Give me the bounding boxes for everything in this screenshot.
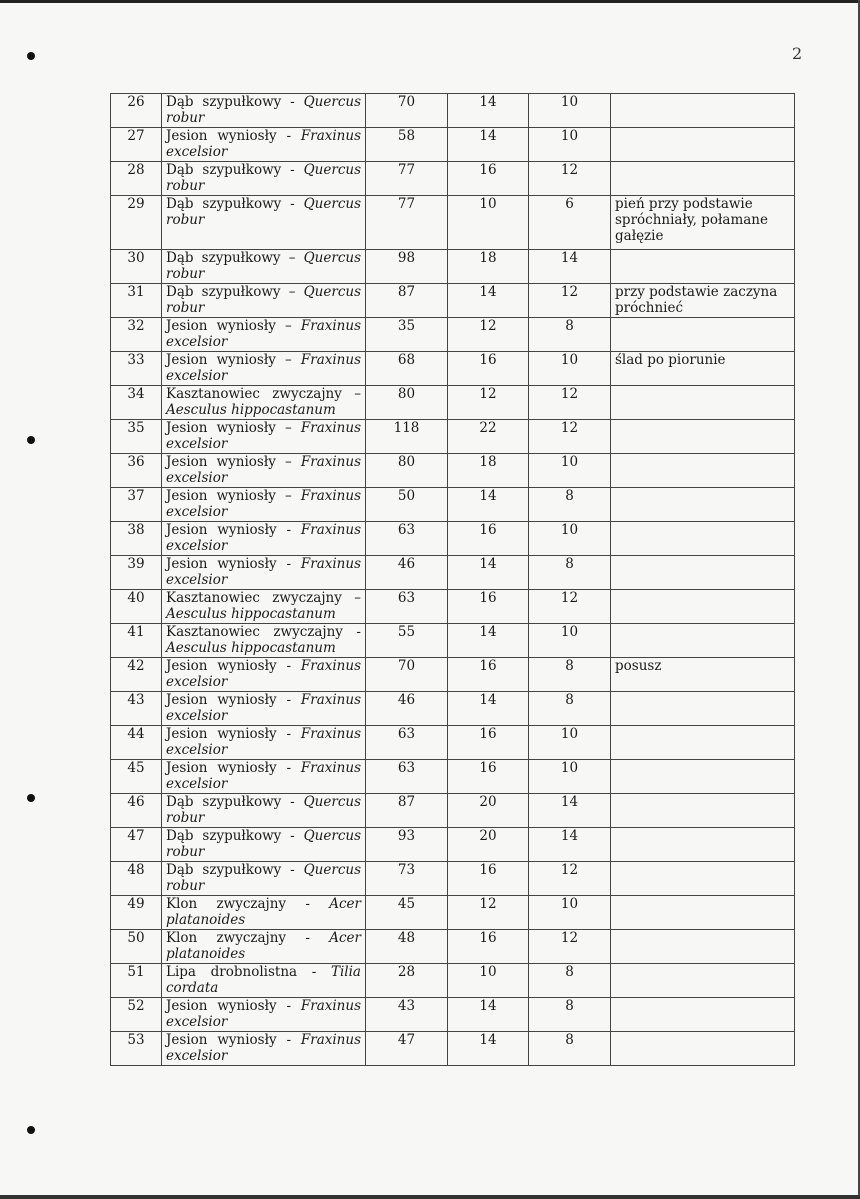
measurement-cell-3: 14 [529,828,611,862]
tree-number-cell: 51 [111,964,162,998]
measurement-cell-3: 8 [529,998,611,1032]
measurement-cell-3: 12 [529,590,611,624]
species-common-name: Jesion wyniosły – [166,454,292,470]
measurement-cell-2: 16 [448,590,529,624]
species-latin-name: Fraxinus excelsior [166,318,361,350]
species-common-name: Klon zwyczajny - [166,896,310,912]
measurement-cell-1: 43 [366,998,448,1032]
species-common-name: Jesion wyniosły - [166,522,292,538]
measurement-cell-2: 14 [448,692,529,726]
table-row [111,998,795,1032]
measurement-cell-1: 63 [366,590,448,624]
measurement-cell-2: 16 [448,930,529,964]
species-latin-name: Fraxinus excelsior [166,454,361,486]
species-cell [162,128,366,162]
measurement-cell-3: 10 [529,454,611,488]
species-common-name: Jesion wyniosły - [166,726,292,742]
remarks-cell [611,896,795,930]
measurement-cell-1: 28 [366,964,448,998]
punch-hole [27,1126,35,1134]
tree-inventory-table [110,93,795,1066]
species-latin-name: Fraxinus excelsior [166,420,361,452]
species-cell [162,420,366,454]
species-cell [162,828,366,862]
table-row [111,128,795,162]
tree-number-cell: 42 [111,658,162,692]
species-latin-name: Quercus robur [166,284,361,316]
species-cell [162,930,366,964]
measurement-cell-3: 10 [529,352,611,386]
species-common-name: Kasztanowiec zwyczajny – [166,386,361,402]
measurement-cell-1: 46 [366,692,448,726]
species-cell [162,624,366,658]
tree-number-cell: 27 [111,128,162,162]
species-cell [162,454,366,488]
species-common-name: Jesion wyniosły - [166,692,292,708]
table-row [111,522,795,556]
measurement-cell-2: 20 [448,828,529,862]
tree-number-cell: 35 [111,420,162,454]
species-cell [162,488,366,522]
measurement-cell-2: 10 [448,964,529,998]
measurement-cell-2: 14 [448,94,529,128]
measurement-cell-3: 8 [529,318,611,352]
remarks-cell [611,930,795,964]
measurement-cell-2: 16 [448,862,529,896]
measurement-cell-2: 10 [448,196,529,250]
measurement-cell-1: 68 [366,352,448,386]
table-row [111,930,795,964]
tree-number-cell: 45 [111,760,162,794]
measurement-cell-2: 16 [448,726,529,760]
measurement-cell-1: 77 [366,162,448,196]
measurement-cell-1: 63 [366,522,448,556]
species-common-name: Dąb szypułkowy – [166,250,296,266]
species-latin-name: Tilia cordata [166,964,361,996]
species-latin-name: Fraxinus excelsior [166,352,361,384]
measurement-cell-2: 18 [448,250,529,284]
measurement-cell-3: 6 [529,196,611,250]
measurement-cell-1: 98 [366,250,448,284]
tree-number-cell: 40 [111,590,162,624]
remarks-cell: pień przy podstawie spróchniały, połamane gałęzie [611,196,795,250]
tree-number-cell: 53 [111,1032,162,1066]
table-row [111,692,795,726]
measurement-cell-2: 14 [448,1032,529,1066]
table-row [111,862,795,896]
remarks-cell: ślad po piorunie [611,352,795,386]
remarks-cell [611,590,795,624]
species-cell [162,658,366,692]
measurement-cell-1: 77 [366,196,448,250]
table-row [111,590,795,624]
table-row [111,794,795,828]
species-latin-name: Fraxinus excelsior [166,760,361,792]
table-row [111,624,795,658]
table-row [111,352,795,386]
table-row [111,94,795,128]
measurement-cell-3: 10 [529,624,611,658]
remarks-cell [611,1032,795,1066]
measurement-cell-1: 70 [366,94,448,128]
measurement-cell-3: 12 [529,386,611,420]
measurement-cell-3: 14 [529,794,611,828]
measurement-cell-3: 8 [529,964,611,998]
species-latin-name: Fraxinus excelsior [166,658,361,690]
tree-number-cell: 39 [111,556,162,590]
species-latin-name: Fraxinus excelsior [166,522,361,554]
measurement-cell-2: 14 [448,284,529,318]
measurement-cell-2: 14 [448,556,529,590]
remarks-cell [611,556,795,590]
measurement-cell-2: 16 [448,760,529,794]
species-cell [162,352,366,386]
species-latin-name: Quercus robur [166,94,361,126]
punch-hole [27,794,35,802]
remarks-cell [611,522,795,556]
species-latin-name: Fraxinus excelsior [166,128,361,160]
measurement-cell-2: 18 [448,454,529,488]
remarks-cell [611,692,795,726]
measurement-cell-2: 16 [448,522,529,556]
species-latin-name: Quercus robur [166,862,361,894]
measurement-cell-3: 10 [529,760,611,794]
species-latin-name: Aesculus hippocastanum [166,402,336,418]
species-cell [162,760,366,794]
measurement-cell-2: 22 [448,420,529,454]
punch-hole [27,52,35,60]
table-row [111,556,795,590]
table-row [111,284,795,318]
species-latin-name: Fraxinus excelsior [166,726,361,758]
measurement-cell-3: 10 [529,94,611,128]
measurement-cell-1: 45 [366,896,448,930]
remarks-cell [611,794,795,828]
table-row [111,896,795,930]
table-row [111,760,795,794]
species-cell [162,998,366,1032]
table-row [111,828,795,862]
species-common-name: Dąb szypułkowy - [166,94,295,110]
tree-number-cell: 43 [111,692,162,726]
tree-number-cell: 37 [111,488,162,522]
tree-number-cell: 30 [111,250,162,284]
scan-edge-bottom [0,1195,860,1199]
species-common-name: Dąb szypułkowy – [166,284,296,300]
remarks-cell [611,94,795,128]
species-cell [162,964,366,998]
species-common-name: Jesion wyniosły - [166,998,292,1014]
measurement-cell-1: 63 [366,726,448,760]
species-cell [162,726,366,760]
table-row [111,726,795,760]
species-common-name: Kasztanowiec zwyczajny - [166,624,361,640]
tree-number-cell: 38 [111,522,162,556]
tree-number-cell: 50 [111,930,162,964]
remarks-cell [611,318,795,352]
measurement-cell-1: 70 [366,658,448,692]
remarks-cell [611,964,795,998]
tree-number-cell: 26 [111,94,162,128]
species-common-name: Jesion wyniosły - [166,1032,292,1048]
measurement-cell-2: 12 [448,896,529,930]
remarks-cell [611,726,795,760]
tree-number-cell: 33 [111,352,162,386]
tree-number-cell: 44 [111,726,162,760]
remarks-cell [611,760,795,794]
species-common-name: Jesion wyniosły - [166,658,292,674]
species-common-name: Kasztanowiec zwyczajny – [166,590,361,606]
measurement-cell-3: 10 [529,128,611,162]
tree-number-cell: 47 [111,828,162,862]
tree-number-cell: 31 [111,284,162,318]
species-cell [162,318,366,352]
tree-number-cell: 52 [111,998,162,1032]
table-row [111,1032,795,1066]
species-latin-name: Aesculus hippocastanum [166,606,336,622]
measurement-cell-1: 46 [366,556,448,590]
species-cell [162,896,366,930]
species-common-name: Jesion wyniosły – [166,352,292,368]
species-latin-name: Quercus robur [166,162,361,194]
measurement-cell-1: 50 [366,488,448,522]
table-row [111,454,795,488]
table-row [111,162,795,196]
measurement-cell-2: 12 [448,318,529,352]
table-row [111,196,795,250]
measurement-cell-2: 14 [448,998,529,1032]
tree-number-cell: 46 [111,794,162,828]
measurement-cell-2: 20 [448,794,529,828]
species-latin-name: Fraxinus excelsior [166,998,361,1030]
measurement-cell-3: 10 [529,726,611,760]
tree-number-cell: 29 [111,196,162,250]
measurement-cell-3: 8 [529,658,611,692]
table-row [111,658,795,692]
tree-number-cell: 49 [111,896,162,930]
table-row [111,250,795,284]
measurement-cell-3: 8 [529,488,611,522]
measurement-cell-2: 14 [448,128,529,162]
remarks-cell: posusz [611,658,795,692]
species-cell [162,250,366,284]
remarks-cell [611,386,795,420]
species-common-name: Jesion wyniosły - [166,556,292,572]
species-cell [162,692,366,726]
species-cell [162,1032,366,1066]
species-cell [162,522,366,556]
tree-number-cell: 36 [111,454,162,488]
remarks-cell [611,488,795,522]
measurement-cell-3: 12 [529,284,611,318]
species-common-name: Dąb szypułkowy - [166,794,295,810]
species-common-name: Lipa drobnolistna - [166,964,317,980]
species-cell [162,196,366,250]
measurement-cell-3: 10 [529,896,611,930]
tree-number-cell: 48 [111,862,162,896]
species-common-name: Klon zwyczajny - [166,930,310,946]
measurement-cell-3: 8 [529,692,611,726]
species-cell [162,794,366,828]
measurement-cell-2: 12 [448,386,529,420]
page-number: 2 [792,44,803,63]
measurement-cell-2: 14 [448,488,529,522]
table-row [111,964,795,998]
species-common-name: Jesion wyniosły – [166,488,292,504]
species-latin-name: Acer platanoides [166,896,361,928]
remarks-cell [611,998,795,1032]
species-common-name: Jesion wyniosły – [166,318,292,334]
table-row [111,318,795,352]
species-cell [162,862,366,896]
remarks-cell [611,250,795,284]
measurement-cell-3: 8 [529,556,611,590]
tree-number-cell: 32 [111,318,162,352]
table-row [111,488,795,522]
species-latin-name: Fraxinus excelsior [166,488,361,520]
tree-number-cell: 34 [111,386,162,420]
species-cell [162,94,366,128]
measurement-cell-3: 8 [529,1032,611,1066]
species-common-name: Dąb szypułkowy - [166,828,295,844]
measurement-cell-3: 10 [529,522,611,556]
species-latin-name: Quercus robur [166,250,361,282]
species-cell [162,386,366,420]
species-latin-name: Quercus robur [166,196,361,228]
species-common-name: Dąb szypułkowy - [166,862,295,878]
remarks-cell: przy podstawie zaczyna próchnieć [611,284,795,318]
punch-hole [27,436,35,444]
measurement-cell-1: 48 [366,930,448,964]
measurement-cell-1: 58 [366,128,448,162]
measurement-cell-1: 87 [366,794,448,828]
species-latin-name: Aesculus hippocastanum [166,640,336,656]
species-cell [162,556,366,590]
remarks-cell [611,128,795,162]
measurement-cell-2: 16 [448,658,529,692]
measurement-cell-2: 16 [448,352,529,386]
measurement-cell-1: 55 [366,624,448,658]
measurement-cell-2: 16 [448,162,529,196]
measurement-cell-1: 63 [366,760,448,794]
measurement-cell-1: 80 [366,454,448,488]
species-common-name: Jesion wyniosły - [166,760,292,776]
species-cell [162,284,366,318]
species-common-name: Dąb szypułkowy - [166,162,295,178]
species-common-name: Jesion wyniosły - [166,128,292,144]
scan-edge-top [0,0,860,3]
measurement-cell-3: 12 [529,162,611,196]
measurement-cell-1: 73 [366,862,448,896]
table-row [111,420,795,454]
species-latin-name: Acer platanoides [166,930,361,962]
measurement-cell-1: 35 [366,318,448,352]
species-common-name: Dąb szypułkowy - [166,196,295,212]
remarks-cell [611,862,795,896]
species-latin-name: Fraxinus excelsior [166,692,361,724]
remarks-cell [611,420,795,454]
measurement-cell-3: 12 [529,930,611,964]
measurement-cell-1: 80 [366,386,448,420]
measurement-cell-1: 93 [366,828,448,862]
measurement-cell-1: 47 [366,1032,448,1066]
remarks-cell [611,162,795,196]
species-latin-name: Quercus robur [166,828,361,860]
remarks-cell [611,828,795,862]
remarks-cell [611,624,795,658]
species-cell [162,590,366,624]
measurement-cell-3: 14 [529,250,611,284]
measurement-cell-1: 118 [366,420,448,454]
remarks-cell [611,454,795,488]
species-latin-name: Fraxinus excelsior [166,556,361,588]
tree-number-cell: 41 [111,624,162,658]
measurement-cell-3: 12 [529,862,611,896]
table-row [111,386,795,420]
measurement-cell-1: 87 [366,284,448,318]
species-common-name: Jesion wyniosły – [166,420,292,436]
species-latin-name: Fraxinus excelsior [166,1032,361,1064]
species-cell [162,162,366,196]
tree-number-cell: 28 [111,162,162,196]
measurement-cell-2: 14 [448,624,529,658]
species-latin-name: Quercus robur [166,794,361,826]
measurement-cell-3: 12 [529,420,611,454]
